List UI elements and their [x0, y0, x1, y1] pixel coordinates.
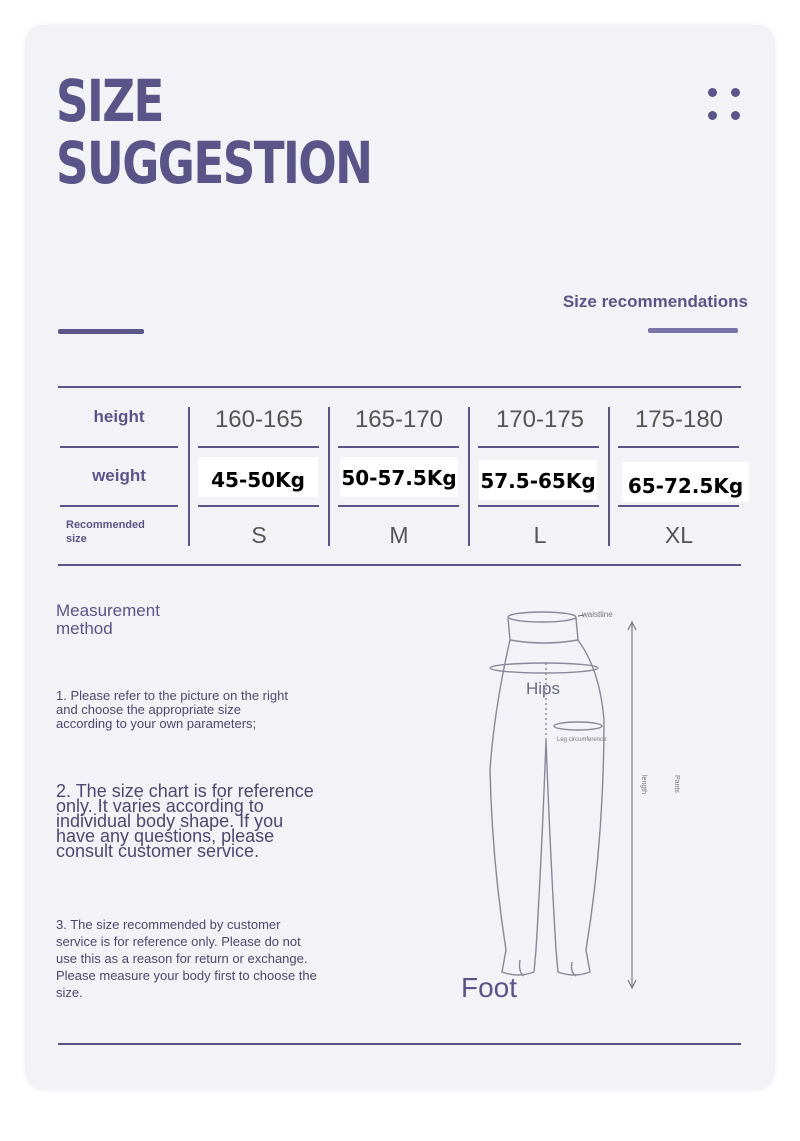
row-divider: [338, 505, 459, 507]
foot-label: Foot: [461, 972, 518, 1003]
height-value: 165-170: [354, 406, 444, 433]
row-label-weight: weight: [92, 466, 146, 485]
weight-value: 50-57.5Kg: [340, 457, 458, 497]
weight-value: 65-72.5Kg: [622, 462, 749, 502]
four-dots-icon: [708, 88, 742, 122]
size-recommendations-heading: Size recommendations: [562, 292, 748, 311]
row-label-height: height: [93, 407, 145, 426]
height-value: 175-180: [634, 406, 724, 433]
height-value: 160-165: [214, 406, 304, 433]
decorative-bar-left: [58, 329, 144, 334]
table-bottom-border: [58, 564, 741, 566]
row-divider: [478, 505, 599, 507]
waistline-label: waistline: [582, 610, 613, 619]
measurement-note-1: 1. Please refer to the picture on the right and choose the appropriate size according to your own parameters;: [56, 688, 288, 731]
table-top-border: [58, 386, 741, 388]
size-value: XL: [664, 522, 694, 548]
bottom-divider: [58, 1043, 741, 1045]
weight-value: 57.5-65Kg: [479, 460, 597, 500]
row-divider: [60, 446, 178, 448]
decorative-bar-right: [648, 328, 738, 333]
size-value: L: [533, 522, 547, 548]
size-value: S: [251, 522, 267, 548]
title-line-2: SUGGESTION: [56, 129, 372, 197]
row-label-recommended-size: Recommended size: [66, 519, 145, 545]
measurement-note-2: 2. The size chart is for reference only. It varies according to individual body shape. If you have any questions, please consult customer service.: [56, 781, 314, 861]
row-divider: [618, 505, 739, 507]
row-divider: [338, 446, 459, 448]
pants-diagram: [480, 600, 680, 1000]
size-value: M: [389, 522, 409, 548]
row-divider: [618, 446, 739, 448]
pants-label: Pants: [673, 775, 680, 793]
height-value: 170-175: [495, 406, 585, 433]
measurement-note-3: 3. The size recommended by customer service is for reference only. Please do not use this as a reason for return or exchange. Please measure your body first to choose the size.: [56, 917, 317, 1000]
length-label: length: [640, 775, 647, 795]
weight-value: 45-50Kg: [198, 457, 318, 497]
row-divider: [198, 505, 319, 507]
hips-label: Hips: [526, 679, 561, 698]
title-line-1: SIZE: [56, 67, 163, 135]
measurement-method-title: Measurement method: [56, 601, 160, 638]
row-divider: [60, 505, 178, 507]
row-divider: [198, 446, 319, 448]
leg-circumference-label: Leg circumference: [557, 737, 607, 743]
page-title: [56, 67, 372, 197]
row-divider: [478, 446, 599, 448]
